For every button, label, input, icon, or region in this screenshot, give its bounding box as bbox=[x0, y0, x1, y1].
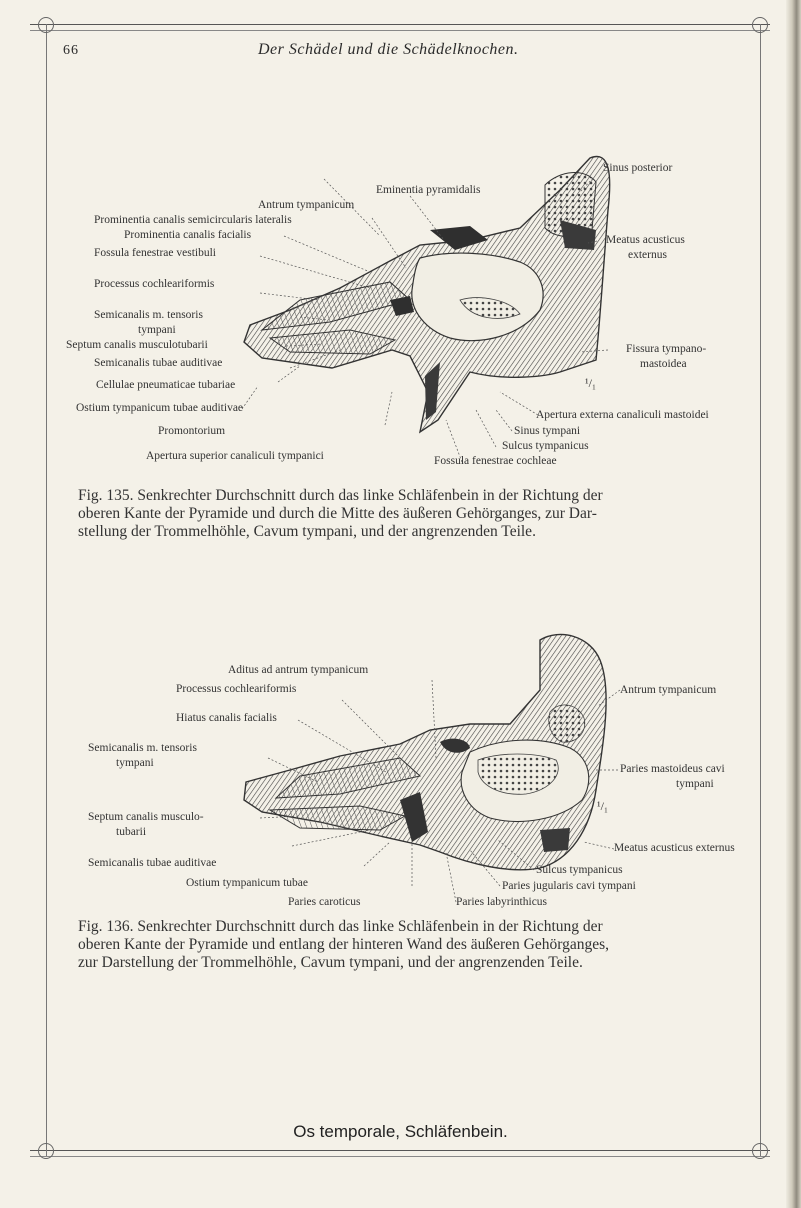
figure-135-caption-line-3: stellung der Trommelhöhle, Cavum tympani, und der angrenzenden Teile. bbox=[78, 523, 536, 540]
label-paries-mastoideus-2: tympani bbox=[676, 778, 714, 790]
label-promontorium: Promontorium bbox=[158, 425, 226, 437]
running-head: Der Schädel und die Schädelknochen. bbox=[258, 41, 519, 58]
label-sinus-posterior: Sinus posterior bbox=[603, 162, 673, 174]
label-ostium-136: Ostium tympanicum tubae bbox=[186, 877, 309, 889]
label-semicanalis-tensoris-136: Semicanalis m. tensoris bbox=[88, 742, 197, 754]
label-scale-135: ¹/₁ bbox=[585, 376, 597, 390]
label-prominentia-facialis: Prominentia canalis facialis bbox=[124, 229, 252, 241]
figure-135-caption-line-1: Fig. 135. Senkrechter Durchschnitt durch das linke Schläfenbein in der Richtung der bbox=[78, 487, 603, 504]
label-paries-mastoideus: Paries mastoideus cavi bbox=[620, 763, 725, 775]
page-number: 66 bbox=[63, 43, 79, 58]
figure-135-drawing bbox=[244, 157, 610, 432]
label-fissura-tympano: Fissura tympano- bbox=[626, 343, 707, 355]
label-meatus-externus: externus bbox=[628, 249, 667, 261]
label-semicanalis-tubae: Semicanalis tubae auditivae bbox=[94, 357, 223, 369]
label-semicanalis-tubae-136: Semicanalis tubae auditivae bbox=[88, 857, 217, 869]
label-septum: Septum canalis musculotubarii bbox=[66, 339, 208, 351]
label-paries-jugularis: Paries jugularis cavi tympani bbox=[502, 880, 636, 892]
label-antrum-tympanicum-136: Antrum tympanicum bbox=[620, 684, 717, 696]
label-hiatus: Hiatus canalis facialis bbox=[176, 712, 277, 724]
label-paries-caroticus: Paries caroticus bbox=[288, 896, 361, 908]
label-fossula-cochleae: Fossula fenestrae cochleae bbox=[434, 455, 557, 467]
figure-136-caption-line-1: Fig. 136. Senkrechter Durchschnitt durch das linke Schläfenbein in der Richtung der bbox=[78, 918, 603, 935]
figure-135-caption-line-2: oberen Kante der Pyramide und durch die Mitte des äußeren Gehörganges, zur Dar- bbox=[78, 505, 597, 522]
figure-136-caption-line-3: zur Darstellung der Trommelhöhle, Cavum tympani, und der angrenzenden Teile. bbox=[78, 954, 583, 971]
label-antrum-tympanicum: Antrum tympanicum bbox=[258, 199, 355, 211]
label-meatus-acusticus: Meatus acusticus bbox=[606, 234, 685, 246]
label-processus-cochleariformis-2: Processus cochleariformis bbox=[176, 683, 297, 695]
label-septum-136-2: tubarii bbox=[116, 826, 147, 838]
label-sinus-tympani: Sinus tympani bbox=[514, 425, 581, 437]
label-ostium: Ostium tympanicum tubae auditivae bbox=[76, 402, 244, 414]
figure-136-caption-line-2: oberen Kante der Pyramide und entlang der hinteren Wand des äußeren Gehörganges, bbox=[78, 936, 610, 953]
label-apertura-externa: Apertura externa canaliculi mastoidei bbox=[536, 409, 709, 421]
label-paries-labyrinthicus: Paries labyrinthicus bbox=[456, 896, 548, 908]
label-semicanalis-tensoris-2: tympani bbox=[138, 324, 176, 336]
label-sulcus-tympanicus: Sulcus tympanicus bbox=[502, 440, 589, 452]
label-meatus-136: Meatus acusticus externus bbox=[614, 842, 735, 854]
label-fossula-vestibuli: Fossula fenestrae vestibuli bbox=[94, 247, 217, 259]
page-footer-title: Os temporale, Schläfenbein. bbox=[293, 1122, 508, 1141]
label-septum-136: Septum canalis musculo- bbox=[88, 811, 204, 823]
label-eminentia-pyramidalis: Eminentia pyramidalis bbox=[376, 184, 481, 196]
label-sulcus-tympanicus-136: Sulcus tympanicus bbox=[536, 864, 623, 876]
label-semicanalis-tensoris: Semicanalis m. tensoris bbox=[94, 309, 203, 321]
label-fissura-mastoidea: mastoidea bbox=[640, 358, 687, 370]
label-scale-136: ¹/₁ bbox=[597, 799, 609, 813]
label-processus-cochleariformis: Processus cochleariformis bbox=[94, 278, 215, 290]
label-prominentia-lateralis: Prominentia canalis semicircularis lateralis bbox=[94, 214, 292, 226]
label-semicanalis-tensoris-136-2: tympani bbox=[116, 757, 154, 769]
label-aditus: Aditus ad antrum tympanicum bbox=[228, 664, 369, 676]
label-cellulae: Cellulae pneumaticae tubariae bbox=[96, 379, 236, 391]
label-apertura-superior: Apertura superior canaliculi tympanici bbox=[146, 450, 324, 462]
